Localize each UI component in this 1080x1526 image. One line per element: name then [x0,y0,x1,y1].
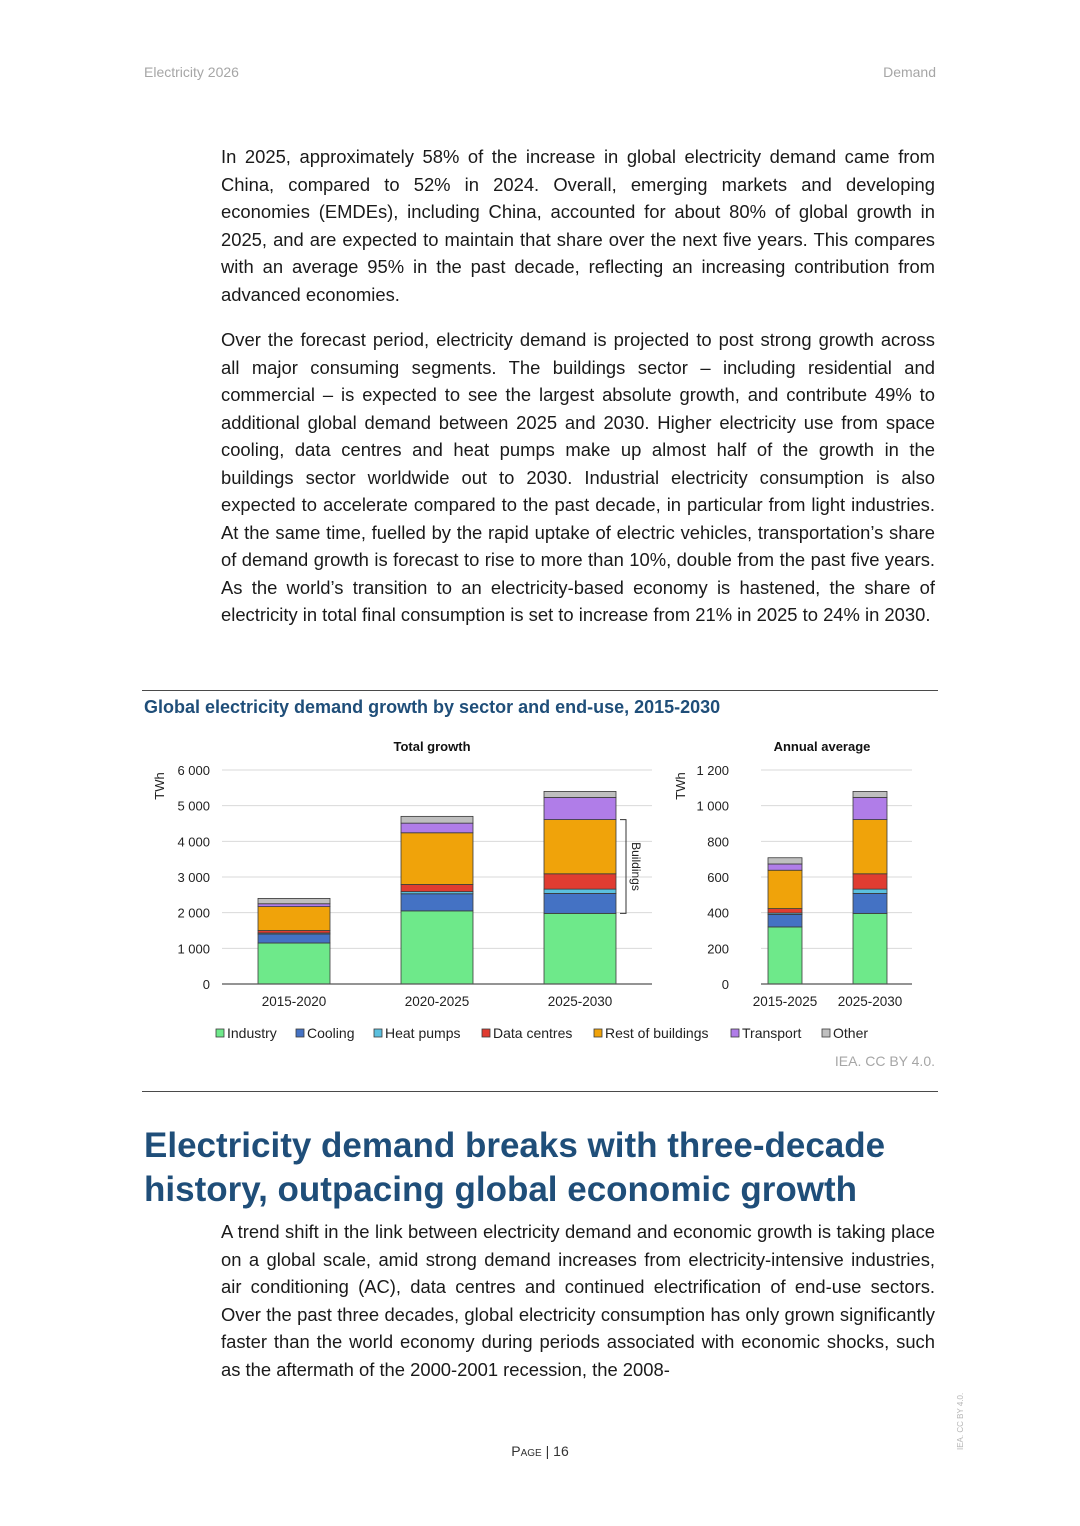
bar-segment-annual [853,893,887,913]
x-tick-label-total: 2015-2020 [261,994,327,1009]
legend-swatch [731,1029,739,1037]
legend-label: Cooling [307,1025,355,1041]
bar-segment-total [544,791,616,797]
figure-title: Global electricity demand growth by sector and end-use, 2015-2030 [144,697,721,717]
side-license-text: IEA. CC BY 4.0. [956,1392,965,1450]
section-heading [144,1124,944,1212]
stacked-bar-chart [140,726,940,1078]
body-paragraph-1: In 2025, approximately 58% of the increase in global electricity demand came from China, compared to 52% in 2024. Overall, emerging markets and developing economies (EMDEs), including China, accounted for about 80% of global growth in 2025, and are expected to maintain that share over the next five years. This compares with an average 95% in the past decade, reflecting an increasing contribution from advanced economies. [221,146,935,305]
y-axis-label-annual: TWh [673,772,688,800]
bar-segment-annual [853,874,887,889]
running-header-section: Demand [883,64,936,80]
buildings-bracket [620,820,626,914]
y-axis-label-total: TWh [152,772,167,800]
chart-title-annual: Annual average [773,739,871,754]
y-tick-label-annual: 1 200 [696,763,729,778]
y-tick-label-total: 3 000 [177,870,210,885]
figure-source-note: IEA. CC BY 4.0. [834,1053,935,1069]
legend-label: Industry [227,1025,277,1041]
running-header-title: Electricity 2026 [144,64,239,80]
figure-top-rule [142,690,938,691]
x-tick-label-annual: 2025-2030 [837,994,903,1009]
bar-segment-total [544,820,616,874]
bar-segment-annual [853,820,887,874]
bar-segment-annual [768,864,802,870]
page-separator: | [545,1443,554,1459]
y-tick-label-annual: 1 000 [696,798,729,814]
y-tick-label-total: 5 000 [177,798,210,814]
body-paragraph-3: A trend shift in the link between electricity demand and economic growth is taking place on a global scale, amid strong demand increases from electricity-intensive industries, air conditioning (AC), data centres and continued electrification of end-use sectors. Over the past three decades, global electricity consumption has only grown significantly faster than the world economy during periods associated with economic shocks, such as the aftermath of the 2000-2001 recession, the 2008- [221,1221,935,1380]
buildings-annotation: Buildings [629,842,643,891]
legend-swatch [594,1029,602,1037]
bar-segment-total [401,833,473,885]
bar-segment-total [544,893,616,913]
legend-label: Data centres [493,1025,573,1041]
section-heading-line-2: history, outpacing global economic growth [144,1170,857,1209]
bar-segment-total [258,898,330,903]
bar-segment-total [258,904,330,907]
bar-segment-total [401,816,473,823]
bar-segment-total [401,911,473,984]
bar-segment-total [401,894,473,911]
y-tick-label-total: 4 000 [177,834,210,850]
chart-title-total: Total growth [393,739,471,754]
legend-label: Other [833,1025,869,1041]
bar-segment-total [544,889,616,893]
bar-segment-total [544,913,616,984]
y-tick-label-total: 0 [202,977,210,992]
bar-segment-annual [853,913,887,984]
page-footer [0,1443,1080,1459]
y-tick-label-total: 1 000 [177,941,210,957]
legend-swatch [374,1029,382,1037]
bar-segment-annual [768,914,802,926]
bar-segment-total [401,884,473,891]
section-heading-line-1: Electricity demand breaks with three-decade [144,1126,886,1165]
y-tick-label-annual: 600 [707,870,729,885]
y-tick-label-annual: 0 [721,977,729,992]
page-label: Page [511,1443,542,1459]
body-paragraph-2: Over the forecast period, electricity demand is projected to post strong growth across all major consuming segments. The buildings sector – including residential and commercial – is expected to see the largest absolute growth, and contribute 49% to additional global demand between 2025 and 2030. Higher electricity use from space cooling, data centres and heat pumps make up almost half of the growth in the buildings sector worldwide out to 2030. Industrial electricity consumption is also expected to accelerate compared to the past decade, in particular from light industries. At the same time, fuelled by the rapid uptake of electric vehicles, transportation’s share of demand growth is forecast to rise to more than 10%, double from the past five years. As the world’s transition to an electricity-based economy is hastened, the share of electricity in total final consumption is set to increase from 21% in 2025 to 24% in 2030. [221,329,935,625]
bar-segment-total [258,907,330,931]
bar-segment-annual [853,889,887,893]
legend-swatch [482,1029,490,1037]
y-tick-label-annual: 800 [707,834,729,850]
bar-segment-total [258,943,330,984]
bar-segment-annual [768,870,802,908]
bar-segment-annual [853,797,887,819]
bar-segment-total [258,934,330,943]
bar-segment-total [401,823,473,833]
x-tick-label-annual: 2015-2025 [752,994,818,1009]
y-tick-label-total: 6 000 [177,763,210,778]
bar-segment-total [544,797,616,819]
y-tick-label-annual: 200 [707,941,729,957]
legend-label: Transport [742,1025,802,1041]
x-tick-label-total: 2020-2025 [404,994,470,1009]
figure-bottom-rule [142,1091,938,1092]
bar-segment-annual [853,791,887,797]
x-tick-label-total: 2025-2030 [547,994,613,1009]
legend-label: Heat pumps [385,1025,461,1041]
legend-label: Rest of buildings [605,1025,709,1041]
bar-segment-annual [768,858,802,864]
bar-segment-total [544,874,616,889]
legend-swatch [822,1029,830,1037]
y-tick-label-total: 2 000 [177,905,210,921]
legend-swatch [296,1029,304,1037]
page-number: 16 [553,1443,569,1459]
legend-swatch [216,1029,224,1037]
bar-segment-annual [768,909,802,913]
bar-segment-annual [768,927,802,984]
y-tick-label-annual: 400 [707,905,729,921]
